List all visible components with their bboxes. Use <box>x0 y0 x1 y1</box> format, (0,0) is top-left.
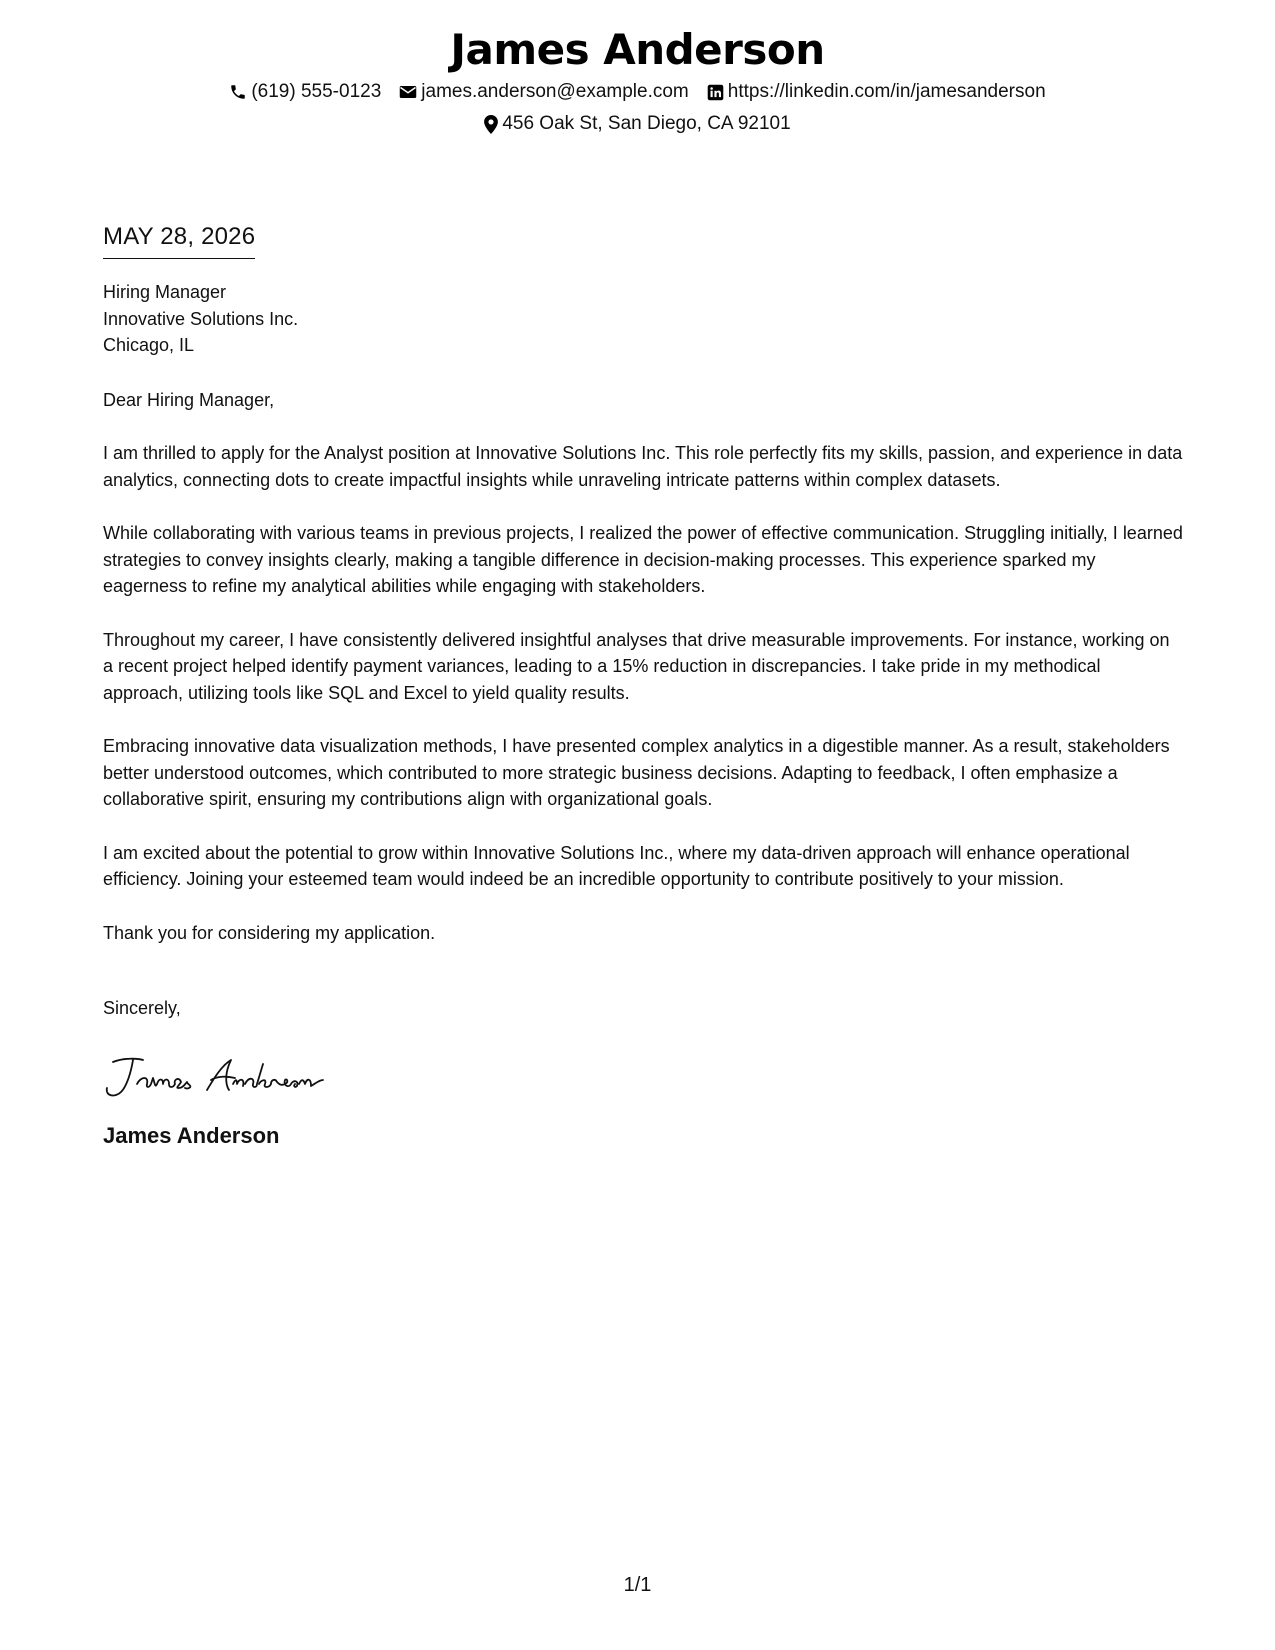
email-link[interactable]: james.anderson@example.com <box>421 81 689 102</box>
linkedin-contact[interactable] <box>707 80 1046 104</box>
signer-name: James Anderson <box>103 1122 280 1148</box>
letter-body <box>103 222 1183 1150</box>
email-contact[interactable] <box>399 80 688 104</box>
linkedin-link[interactable]: https://linkedin.com/in/jamesanderson <box>727 81 1046 102</box>
handwritten-signature <box>103 1054 1183 1102</box>
phone-icon <box>229 83 247 101</box>
address-text: 456 Oak St, San Diego, CA 92101 <box>502 113 791 134</box>
recipient-company: Innovative Solutions Inc. <box>103 308 299 329</box>
recipient-title: Hiring Manager <box>103 282 227 302</box>
body-paragraph: Throughout my career, I have consistently delivered insightful analyses that drive measurable improvements. For instance, working on a recent project helped identify payment variances, leading to a 15% reduction in discrepancies. I take pride in my methodical approach, utilizing tools like SQL and Excel to yield quality results. <box>103 629 1170 703</box>
recipient-location: Chicago, IL <box>103 335 195 355</box>
map-marker-icon <box>484 115 498 134</box>
body-paragraph: Thank you for considering my application. <box>103 922 436 943</box>
sender-name: James Anderson <box>450 25 825 74</box>
page-number: 1/1 <box>623 1574 652 1596</box>
recipient-block <box>103 279 1183 359</box>
body-paragraph: Embracing innovative data visualization methods, I have presented complex analytics in a digestible manner. As a result, stakeholders better understood outcomes, which contributed to more strategic business decisions. Adapting to feedback, I often emphasize a collaborative spirit, ensuring my contributions align with organizational goals. <box>103 736 1170 809</box>
phone-number: (619) 555-0123 <box>251 81 382 102</box>
body-paragraph: While collaborating with various teams in previous projects, I realized the power of effective communication. Struggling initially, I learned strategies to convey insights clearly, making a tangible difference in decision-making processes. This experience sparked my eagerness to refine my analytical abilities while engaging with stakeholders. <box>103 523 1183 596</box>
contact-row <box>0 80 1275 104</box>
linkedin-icon <box>707 84 724 101</box>
address-contact <box>484 112 790 136</box>
body-paragraph: I am thrilled to apply for the Analyst position at Innovative Solutions Inc. This role perfectly fits my skills, passion, and experience in data analytics, connecting dots to create impactful insights while unraveling intricate patterns within complex datasets. <box>103 443 1183 490</box>
phone-contact <box>229 80 381 104</box>
envelope-icon <box>399 84 417 100</box>
salutation: Dear Hiring Manager, <box>103 389 275 410</box>
address-row <box>0 112 1275 136</box>
closing: Sincerely, <box>103 998 181 1018</box>
letter-date: MAY 28, 2026 <box>103 222 255 259</box>
letter-header <box>0 22 1275 136</box>
body-paragraph: I am excited about the potential to grow within Innovative Solutions Inc., where my data-driven approach will enhance operational efficiency. Joining your esteemed team would indeed be an incredible opportunity to contribute positively to your mission. <box>103 842 1130 889</box>
